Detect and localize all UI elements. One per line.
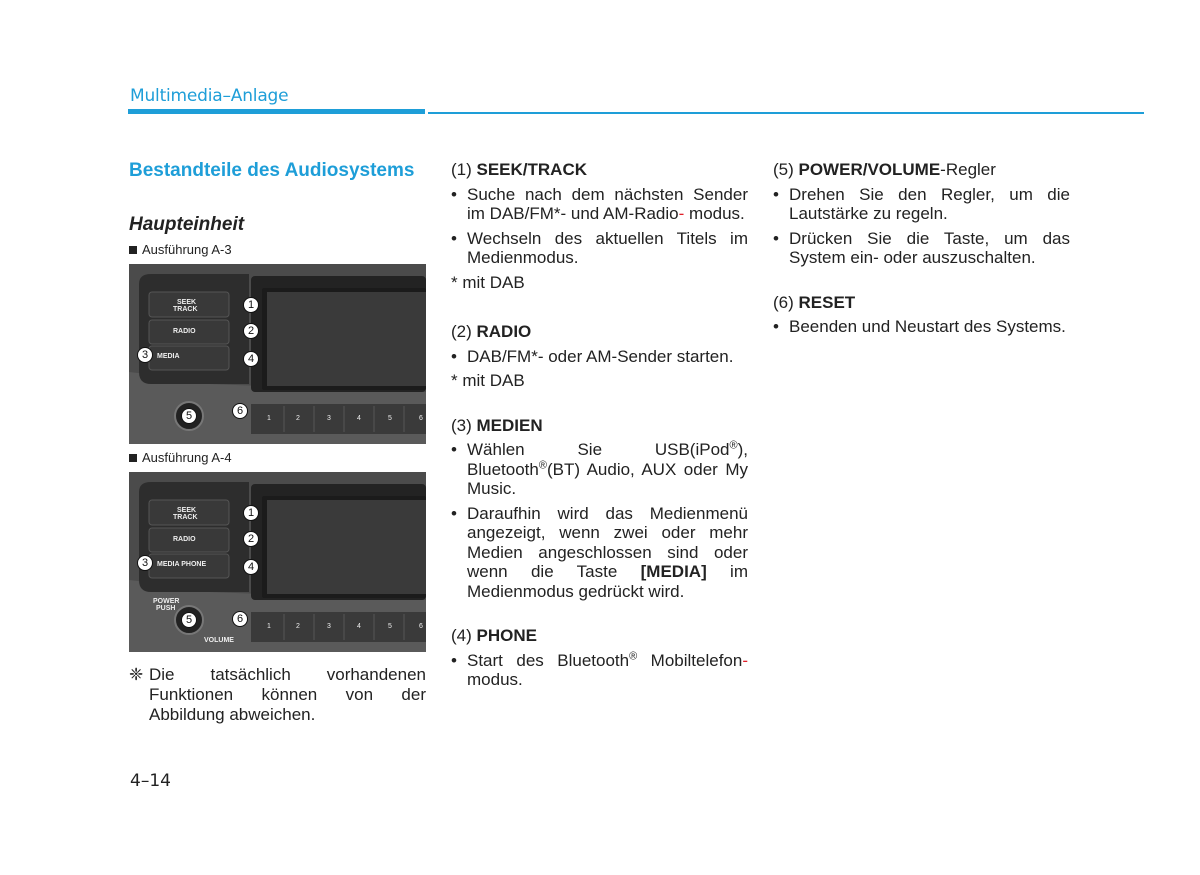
preset-1: 1 xyxy=(267,623,271,630)
page-number: 4–14 xyxy=(130,771,171,791)
preset-6: 6 xyxy=(419,623,423,630)
list-item: • Wechseln des aktuellen Titels im Medienmodus. xyxy=(451,228,748,267)
seek-label: SEEK xyxy=(177,299,197,306)
list-item: • Suche nach dem nächsten Sender im DAB/FM*- und AM-Radio- modus. xyxy=(451,184,748,223)
callout-3: 3 xyxy=(137,555,153,571)
note-mark-icon: ❈ xyxy=(129,665,144,684)
preset-4: 4 xyxy=(357,623,361,630)
list-item: • Wählen Sie USB(iPod®), Bluetooth®(BT) Audio, AUX oder My Music. xyxy=(451,439,748,498)
callout-6: 6 xyxy=(232,403,248,419)
track-label: TRACK xyxy=(173,306,198,313)
preset-3: 3 xyxy=(327,415,331,422)
callout-5: 5 xyxy=(181,612,197,628)
heading-reset: (6) RESET xyxy=(773,292,856,312)
list-item: • DAB/FM*- oder AM-Sender starten. xyxy=(451,346,734,366)
list-item: • Drücken Sie die Taste, um das System ein- oder auszuschalten. xyxy=(773,228,1070,267)
square-bullet-icon xyxy=(129,246,137,254)
callout-1: 1 xyxy=(243,297,259,313)
callout-6: 6 xyxy=(232,611,248,627)
list-item: • Start des Bluetooth® Mobiltelefon- modus. xyxy=(451,649,749,689)
preset-1: 1 xyxy=(267,415,271,422)
list-item: • Beenden und Neustart des Systems. xyxy=(773,317,1066,336)
variant-label: Ausführung A-4 xyxy=(142,450,232,465)
square-bullet-icon xyxy=(129,454,137,462)
seek-label: SEEK xyxy=(177,507,197,514)
right-column xyxy=(773,160,1070,337)
left-column xyxy=(129,160,426,725)
preset-2: 2 xyxy=(296,415,300,422)
list-item: • Drehen Sie den Regler, um die Lautstärke zu regeln. xyxy=(773,184,1070,223)
heading-medien: (3) MEDIEN xyxy=(451,415,543,435)
preset-5: 5 xyxy=(388,415,392,422)
heading-phone: (4) PHONE xyxy=(451,626,537,645)
variant-label: Ausführung A-3 xyxy=(142,242,232,257)
preset-4: 4 xyxy=(357,415,361,422)
push-label: PUSH xyxy=(156,605,176,612)
header-accent-bar xyxy=(128,109,425,114)
middle-column xyxy=(451,160,748,690)
media-phone-label: MEDIA PHONE xyxy=(157,561,207,568)
head-unit-image-a4 xyxy=(129,472,426,652)
preset-3: 3 xyxy=(327,623,331,630)
heading-radio: (2) RADIO xyxy=(451,322,532,341)
callout-5: 5 xyxy=(181,408,197,424)
preset-6: 6 xyxy=(419,415,423,422)
list-item: • Daraufhin wird das Medienmenü angezeigt, wenn zwei oder mehr Medien angeschlossen sind oder wenn die Taste [MEDIA] im Medienmodus gedrückt wird. xyxy=(451,503,748,601)
preset-5: 5 xyxy=(388,623,392,630)
volume-label: VOLUME xyxy=(204,637,234,644)
variant-caption-a4 xyxy=(129,450,426,465)
radio-label: RADIO xyxy=(173,536,196,543)
callout-2: 2 xyxy=(243,323,259,339)
footnote: * mit DAB xyxy=(451,371,525,390)
radio-label: RADIO xyxy=(173,328,196,335)
track-label: TRACK xyxy=(173,514,198,521)
footnote: * mit DAB xyxy=(451,272,525,292)
header-rule xyxy=(428,112,1144,114)
callout-3: 3 xyxy=(137,347,153,363)
media-label: MEDIA xyxy=(157,353,180,360)
callout-2: 2 xyxy=(243,531,259,547)
variant-caption-a3 xyxy=(129,242,426,257)
head-unit-image-a3 xyxy=(129,264,426,444)
note-text: Die tatsächlich vorhandenen Funktionen können von der Abbildung abweichen. xyxy=(149,665,426,724)
heading-seek-track: (1) SEEK/TRACK xyxy=(451,160,588,179)
subsection-title: Haupteinheit xyxy=(129,214,245,235)
callout-4: 4 xyxy=(243,559,259,575)
callout-4: 4 xyxy=(243,351,259,367)
callout-1: 1 xyxy=(243,505,259,521)
preset-2: 2 xyxy=(296,623,300,630)
illustration-note xyxy=(129,665,426,725)
heading-power-volume: (5) POWER/VOLUME-Regler xyxy=(773,160,996,179)
chapter-title: Multimedia–Anlage xyxy=(130,86,289,106)
power-label: POWER xyxy=(153,598,180,605)
section-title: Bestandteile des Audiosystems xyxy=(129,160,415,181)
